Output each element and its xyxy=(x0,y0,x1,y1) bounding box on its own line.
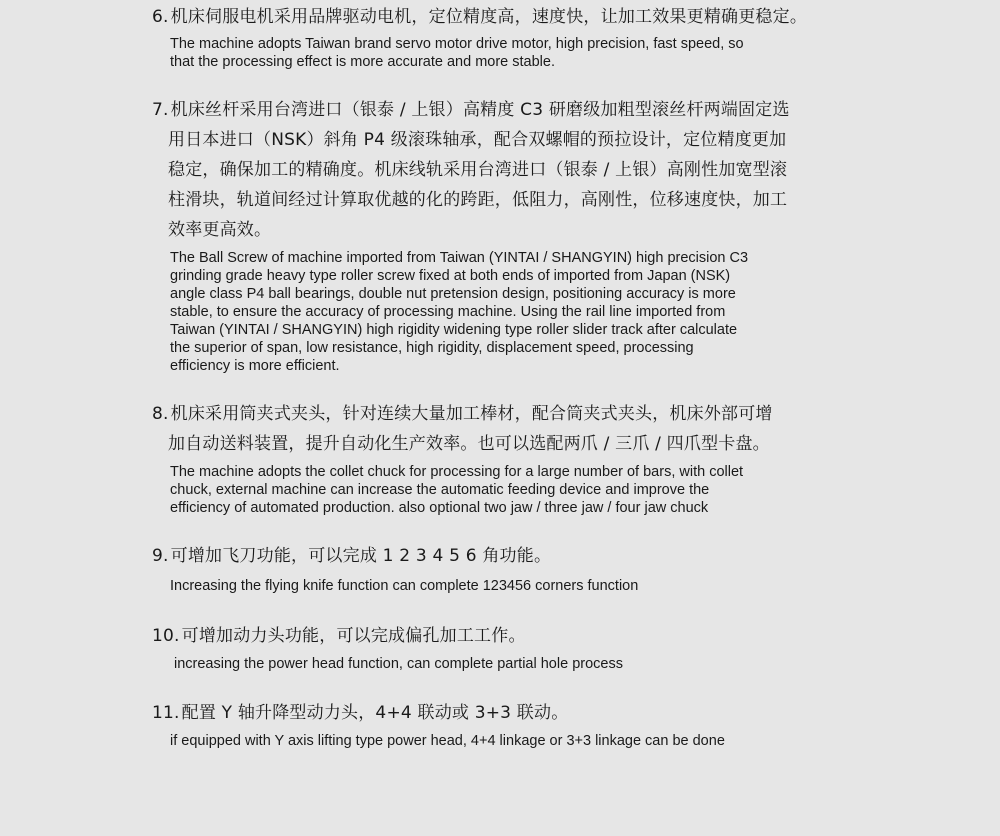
spec-item-6-en-line-2: that the processing effect is more accurate and more stable. xyxy=(170,54,555,70)
spec-item-7-zh-line-1: 7. 机床丝杆采用台湾进口（银泰 / 上银）高精度 C3 研磨级加粗型滚丝杆两端固定选 xyxy=(152,95,790,125)
spec-item-number: 9. xyxy=(152,546,169,566)
spec-item-number: 6. xyxy=(152,7,169,27)
spec-item-11-zh-line-1: 11. 配置 Y 轴升降型动力头，4+4 联动或 3+3 联动。 xyxy=(152,698,568,728)
spec-item-7-en-line-6: the superior of span, low resistance, high rigidity, displacement speed, processing xyxy=(170,340,694,356)
spec-item-7-en-line-3: angle class P4 ball bearings, double nut pretension design, positioning accuracy is more xyxy=(170,286,736,302)
spec-item-7-en-line-5: Taiwan (YINTAI / SHANGYIN) high rigidity widening type roller slider track after calculate xyxy=(170,322,738,338)
spec-item-7-zh-line-5: 效率更高效。 xyxy=(168,220,272,240)
spec-item-8-en-line-2: chuck, external machine can increase the automatic feeding device and improve the xyxy=(170,482,710,498)
spec-item-7-en-line-4: stable, to ensure the accuracy of processing machine. Using the rail line imported from xyxy=(170,304,726,320)
spec-item-number: 7. xyxy=(152,100,169,120)
spec-item-9-en-line-1: Increasing the flying knife function can complete 123456 corners function xyxy=(170,578,639,594)
spec-item-10-zh-line-1: 10. 可增加动力头功能，可以完成偏孔加工工作。 xyxy=(152,621,526,651)
spec-item-7-en-line-1: The Ball Screw of machine imported from Taiwan (YINTAI / SHANGYIN) high precision C3 xyxy=(170,250,749,266)
spec-item-11-en-line-1: if equipped with Y axis lifting type power head, 4+4 linkage or 3+3 linkage can be done xyxy=(170,733,725,749)
spec-item-8-zh-line-2: 加自动送料装置，提升自动化生产效率。也可以选配两爪 / 三爪 / 四爪型卡盘。 xyxy=(168,434,770,454)
spec-item-10-en-line-1: increasing the power head function, can complete partial hole process xyxy=(174,656,623,672)
spec-item-7-en-line-7: efficiency is more efficient. xyxy=(170,358,340,374)
spec-item-7-zh-line-4: 柱滑块，轨道间经过计算取优越的化的跨距，低阻力，高刚性，位移速度快，加工 xyxy=(168,190,788,210)
spec-item-number: 10. xyxy=(152,626,180,646)
spec-item-6-zh-line-1: 6. 机床伺服电机采用品牌驱动电机，定位精度高，速度快，让加工效果更精确更稳定。 xyxy=(152,2,807,32)
spec-item-number: 8. xyxy=(152,404,169,424)
spec-item-8-zh-line-1: 8. 机床采用筒夹式夹头，针对连续大量加工棒材，配合筒夹式夹头，机床外部可增 xyxy=(152,399,773,429)
spec-item-number: 11. xyxy=(152,703,180,723)
spec-item-7-en-line-2: grinding grade heavy type roller screw fixed at both ends of imported from Japan (NSK) xyxy=(170,268,731,284)
spec-item-9-zh-line-1: 9. 可增加飞刀功能，可以完成 1 2 3 4 5 6 角功能。 xyxy=(152,541,551,571)
spec-item-7-zh-line-2: 用日本进口（NSK）斜角 P4 级滚珠轴承，配合双螺帽的预拉设计，定位精度更加 xyxy=(168,130,787,150)
spec-item-6-en-line-1: The machine adopts Taiwan brand servo motor drive motor, high precision, fast speed, so xyxy=(170,36,744,52)
spec-item-7-zh-line-3: 稳定，确保加工的精确度。机床线轨采用台湾进口（银泰 / 上银）高刚性加宽型滚 xyxy=(168,160,788,180)
spec-item-8-en-line-3: efficiency of automated production. also optional two jaw / three jaw / four jaw chuck xyxy=(170,500,709,516)
spec-item-8-en-line-1: The machine adopts the collet chuck for processing for a large number of bars, with collet xyxy=(170,464,744,480)
